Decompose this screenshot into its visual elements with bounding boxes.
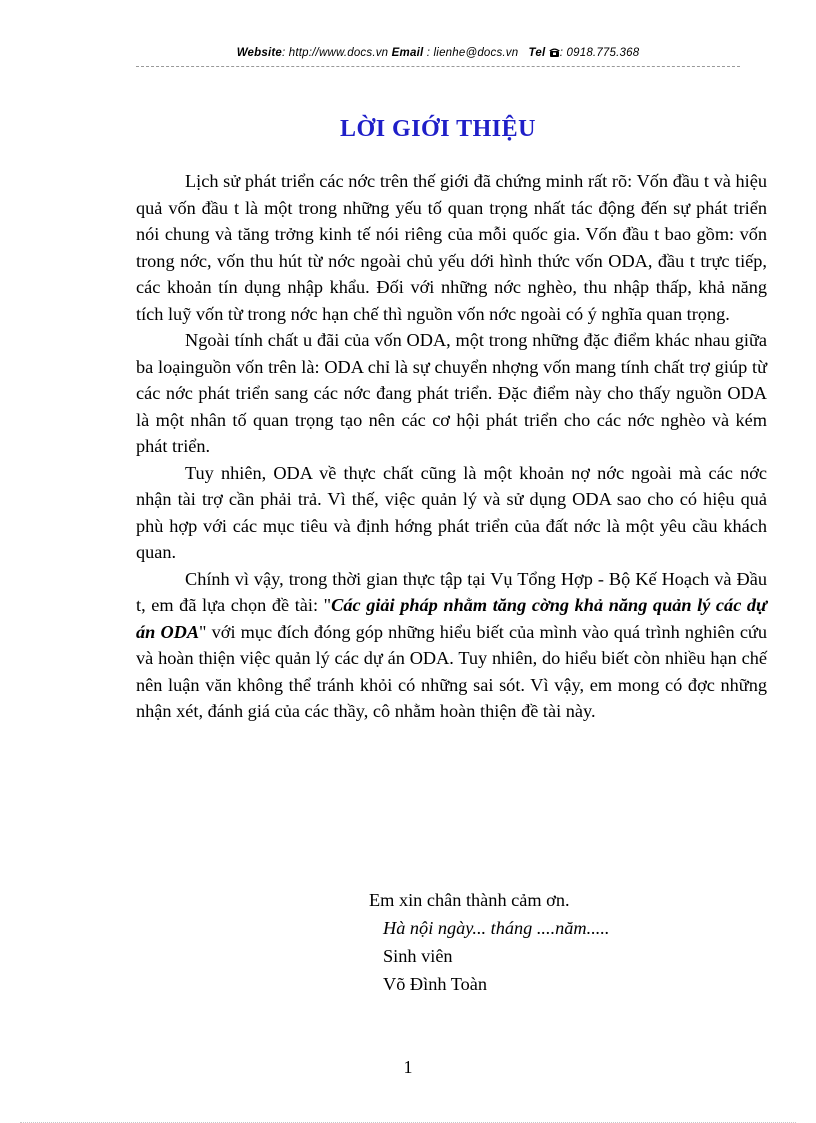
paragraph-4-intro: Chính vì vậy, trong thời gian thực tập tại Vụ Tổng Hợp - Bộ Kế Hoạch và Đầu t, em đã lựa chọn đề tài: " <box>136 568 767 615</box>
paragraph-1: Lịch sử phát triển các nớc trên thế giới đã chứng minh rất rõ: Vốn đầu t và hiệu quả vốn đầu t là một trong những yếu tố quan trọng nhất tác động đến sự phát triển nói chung và tăng trởng kinh tế nói riêng của mỗi quốc gia. Vốn đầu t bao gồm: vốn trong nớc, vốn thu hút từ nớc ngoài chủ yếu dới hình thức vốn ODA, đầu t trực tiếp, các khoản tín dụng nhập khẩu. Đối với những nớc nghèo, thu nhập thấp, khả năng tích luỹ vốn từ trong nớc hạn chế thì nguồn vốn nớc ngoài có ý nghĩa quan trọng. <box>136 171 767 324</box>
website-label: Website <box>236 47 282 59</box>
email-value: : lienhe@docs.vn <box>426 47 519 59</box>
paragraph-4-rest: " với mục đích đóng góp những hiểu biết của mình vào quá trình nghiên cứu và hoàn thiện việc quản lý các dự án ODA. Tuy nhiên, do hiểu biết còn nhiều hạn chế nên luận văn không thể tránh khỏi có những sai sót. Vì vậy, em mong có đợc những nhận xét, đánh giá của các thầy, cô nhằm hoàn thiện đề tài này. <box>136 621 767 721</box>
paragraph-4 <box>136 566 767 725</box>
page-header <box>136 47 740 59</box>
page-title: LỜI GIỚI THIỆU <box>340 116 536 142</box>
date-line: Hà nội ngày... tháng ....năm..... <box>383 918 610 938</box>
phone-icon <box>549 47 560 57</box>
thanks-line: Em xin chân thành cảm ơn. <box>369 890 570 910</box>
tel-value: : 0918.775.368 <box>559 47 640 59</box>
tel-label: Tel <box>528 47 546 59</box>
header-divider <box>136 66 740 67</box>
author-role: Sinh viên <box>383 946 453 966</box>
author-name: Võ Đình Toàn <box>383 974 488 994</box>
website-value: : http://www.docs.vn <box>282 47 389 59</box>
signoff <box>369 886 729 998</box>
email-label: Email <box>391 47 424 59</box>
thesis-topic: Các giải pháp nhằm tăng cờng khả năng quản lý các dự án ODA <box>136 595 767 642</box>
body-text <box>136 168 767 725</box>
paragraph-3: Tuy nhiên, ODA về thực chất cũng là một khoản nợ nớc ngoài mà các nớc nhận tài trợ cần phải trả. Vì thế, việc quản lý và sử dụng ODA sao cho có hiệu quả phù hợp với các mục tiêu và định hớng phát triển của đất nớc là một yêu cầu khách quan. <box>136 462 767 562</box>
paragraph-2: Ngoài tính chất u đãi của vốn ODA, một trong những đặc điểm khác nhau giữa ba loạinguồn vốn trên là: ODA chỉ là sự chuyển nhợng vốn mang tính chất trợ giúp từ các nớc phát triển sang các nớc đang phát triển. Đặc điểm này cho thấy nguồn ODA là một nhân tố quan trọng tạo nên các cơ hội phát triển cho các nớc nghèo và kém phát triển. <box>136 330 767 456</box>
page-number: 1 <box>403 1057 413 1077</box>
